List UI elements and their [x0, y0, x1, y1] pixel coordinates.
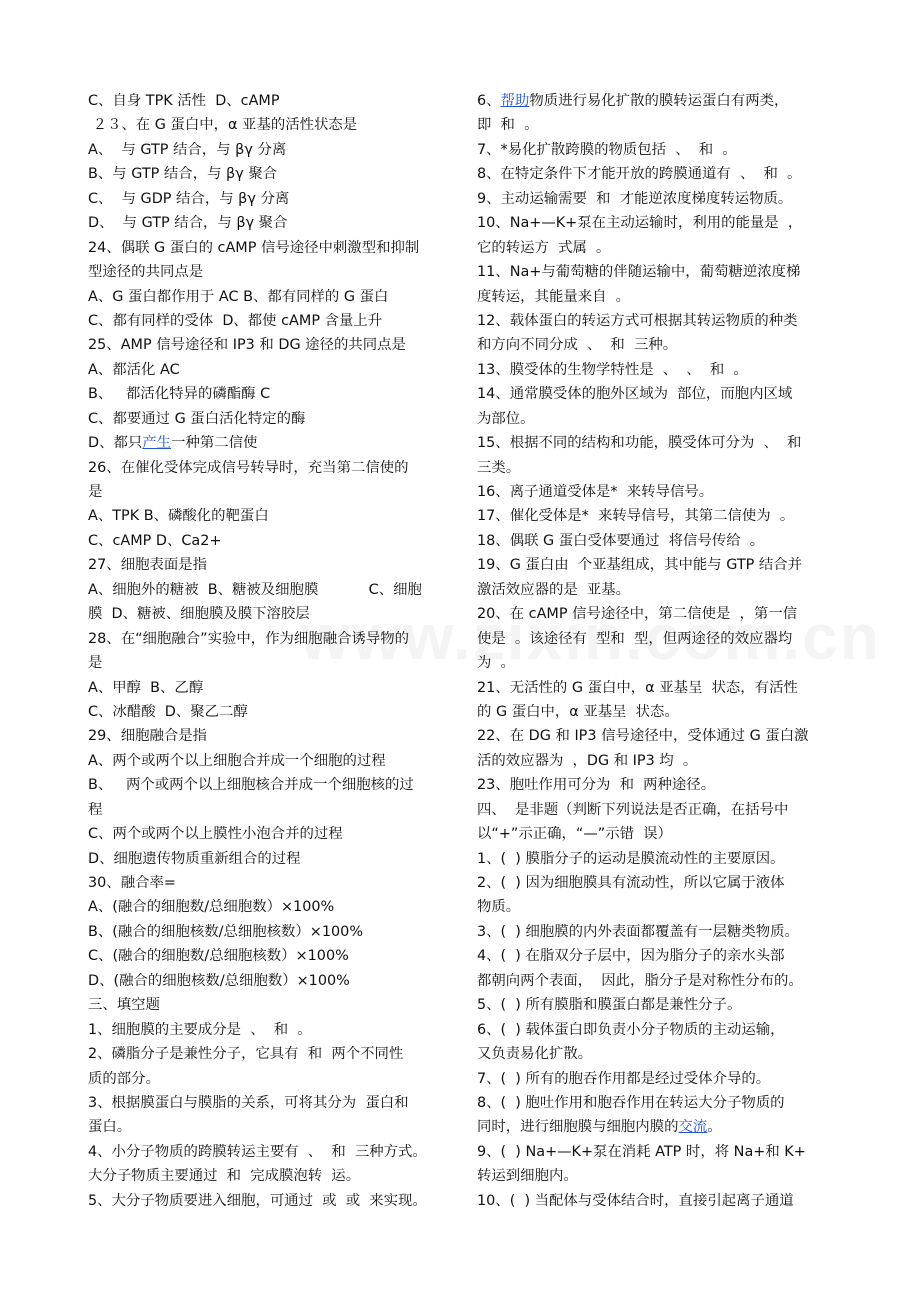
right-text-line: [477, 138, 835, 162]
right-text-line: [477, 113, 835, 137]
line-text: 同时，进行细胞膜与细胞内膜的: [477, 1119, 679, 1136]
left-text-line: [88, 504, 450, 528]
right-text-line: [477, 553, 835, 577]
right-text-line: [477, 676, 835, 700]
right-text-line: [477, 749, 835, 773]
line-text: 四、 是非题（判断下列说法是否正确，在括号中: [477, 801, 789, 818]
line-text: D、 与 GTP 结合，与 βγ 聚合: [88, 215, 288, 232]
line-text: C、 与 GDP 结合，与 βγ 分离: [88, 190, 290, 207]
right-text-line: [477, 602, 835, 626]
line-text: 16、离子通道受体是* 来转导信号。: [477, 484, 714, 500]
line-text: 2、( ) 因为细胞膜具有流动性，所以它属于液体: [477, 875, 785, 891]
inline-link[interactable]: 产生: [142, 435, 172, 452]
line-text: 1、( ) 膜脂分子的运动是膜流动性的主要原因。: [477, 850, 785, 867]
left-text-line: [88, 1067, 450, 1091]
line-text: 膜 D、糖被、细胞膜及膜下溶胶层: [88, 606, 310, 623]
line-text: 3、根据膜蛋白与膜脂的关系，可将其分为 蛋白和: [88, 1094, 409, 1111]
right-text-line: [477, 1115, 835, 1139]
left-text-line: [88, 309, 450, 333]
right-column: [477, 89, 835, 1213]
line-text: D、细胞遗传物质重新组合的过程: [88, 850, 301, 867]
left-text-line: [88, 871, 450, 895]
right-text-line: [477, 1018, 835, 1042]
left-text-line: [88, 187, 450, 211]
right-text-line: [477, 382, 835, 406]
left-text-line: [88, 1140, 450, 1164]
left-text-line: [88, 1115, 450, 1139]
left-text-line: [88, 602, 450, 626]
line-text: 2、磷脂分子是兼性分子，它具有 和 两个不同性: [88, 1046, 404, 1063]
left-text-line: [88, 822, 450, 846]
line-text: 7、*易化扩散跨膜的物质包括 、 和 。: [477, 141, 737, 158]
left-text-line: [88, 651, 450, 675]
line-text: 15、根据不同的结构和功能，膜受体可分为 、 和: [477, 435, 802, 452]
line-text: 12、载体蛋白的转运方式可根据其转运物质的种类: [477, 312, 798, 329]
line-text: 又负责易化扩散。: [477, 1046, 593, 1063]
right-text-line: [477, 1164, 835, 1188]
line-text: 26、在催化受体完成信号转导时，充当第二信使的: [88, 459, 409, 476]
line-text: A、甲醇 B、乙醇: [88, 679, 204, 696]
line-text: 和方向不同分成 、 和 三种。: [477, 337, 678, 354]
left-text-line: [88, 920, 450, 944]
left-text-line: [88, 700, 450, 724]
right-text-line: [477, 627, 835, 651]
line-text: 为 。: [477, 655, 515, 672]
line-text: A、两个或两个以上细胞合并成一个细胞的过程: [88, 752, 386, 769]
line-text: 使是 。该途径有 型和 型，但两途径的效应器均: [477, 630, 793, 647]
right-text-line: [477, 1067, 835, 1091]
right-text-line: [477, 798, 835, 822]
right-text-line: [477, 847, 835, 871]
line-text: 14、通常膜受体的胞外区域为 部位，而胞内区域: [477, 386, 793, 403]
left-text-line: [88, 969, 450, 993]
line-text: 即 和 。: [477, 117, 539, 134]
left-text-line: [88, 676, 450, 700]
left-text-line: [88, 285, 450, 309]
left-text-line: [88, 260, 450, 284]
line-text: C、(融合的细胞数/总细胞核数）×100%: [88, 948, 349, 965]
line-text: A、 与 GTP 结合，与 βγ 分离: [88, 141, 287, 158]
line-text-after-link: 。: [707, 1119, 722, 1136]
right-text-line: [477, 920, 835, 944]
line-text: 9、( ) Na+—K+泵在消耗 ATP 时，将 Na+和 K+: [477, 1143, 806, 1160]
line-text: 5、大分子物质要进入细胞，可通过 或 或 来实现。: [88, 1192, 427, 1209]
line-text: 三、填空题: [88, 997, 160, 1014]
line-text: 11、Na+与葡萄糖的伴随运输中，葡萄糖逆浓度梯: [477, 264, 801, 281]
left-text-line: [88, 1164, 450, 1188]
right-text-line: [477, 89, 835, 113]
line-text: 18、偶联 G 蛋白受体要通过 将信号传给 。: [477, 532, 765, 549]
line-text: 27、细胞表面是指: [88, 557, 208, 574]
line-text: 它的转运方 式属 。: [477, 239, 611, 256]
line-text: 10、( ) 当配体与受体结合时，直接引起离子通道: [477, 1192, 794, 1209]
line-text: C、cAMP D、Ca2+: [88, 532, 222, 549]
left-text-line: [88, 724, 450, 748]
right-text-line: [477, 1042, 835, 1066]
left-text-line: [88, 798, 450, 822]
right-text-line: [477, 1189, 835, 1213]
line-text: 21、无活性的 G 蛋白中，α 亚基呈 状态，有活性: [477, 679, 798, 696]
right-text-line: [477, 285, 835, 309]
inline-link[interactable]: 帮助: [500, 93, 530, 109]
left-text-line: [88, 529, 450, 553]
left-text-line: [88, 113, 450, 137]
right-text-line: [477, 578, 835, 602]
line-text: B、与 GTP 结合，与 βγ 聚合: [88, 166, 278, 183]
left-text-line: [88, 236, 450, 260]
line-text: 29、细胞融合是指: [88, 728, 208, 745]
right-text-line: [477, 651, 835, 675]
left-text-line: [88, 1091, 450, 1115]
right-text-line: [477, 504, 835, 528]
line-text: 6、( ) 载体蛋白即负责小分子物质的主动运输，: [477, 1021, 785, 1038]
line-text: 10、Na+—K+泵在主动运输时，利用的能量是 ，: [477, 215, 803, 232]
left-text-line: [88, 138, 450, 162]
left-text-line: [88, 211, 450, 235]
right-text-line: [477, 358, 835, 382]
left-text-line: [88, 627, 450, 651]
right-text-line: [477, 871, 835, 895]
line-text: 转运到细胞内。: [477, 1168, 578, 1185]
line-text: D、都只: [88, 435, 143, 452]
left-text-line: [88, 847, 450, 871]
line-text: 4、( ) 在脂双分子层中，因为脂分子的亲水头部: [477, 948, 785, 965]
left-text-line: [88, 456, 450, 480]
left-column: [88, 89, 450, 1213]
line-text: 物质。: [477, 899, 521, 916]
line-text: B、 都活化特异的磷酯酶 C: [88, 386, 271, 403]
right-text-line: [477, 724, 835, 748]
line-text: 28、在“细胞融合”实验中，作为细胞融合诱导物的: [88, 630, 410, 647]
line-text: B、(融合的细胞核数/总细胞核数）×100%: [88, 923, 364, 940]
left-text-line: [88, 895, 450, 919]
right-text-line: [477, 236, 835, 260]
right-text-line: [477, 211, 835, 235]
line-text: B、 两个或两个以上细胞核合并成一个细胞核的过: [88, 777, 414, 794]
line-text: A、(融合的细胞数/总细胞数）×100%: [88, 899, 335, 916]
line-text: A、都活化 AC: [88, 361, 180, 378]
line-text: 1、细胞膜的主要成分是 、 和 。: [88, 1021, 312, 1038]
left-text-line: [88, 480, 450, 504]
line-text: 程: [88, 801, 103, 818]
left-text-line: [88, 407, 450, 431]
line-text: 8、在特定条件下才能开放的跨膜通道有 、 和 。: [477, 166, 802, 183]
right-text-line: [477, 260, 835, 284]
line-text: C、都有同样的受体 D、都使 cAMP 含量上升: [88, 312, 383, 329]
line-text: C、自身 TPK 活性 D、cAMP: [88, 93, 280, 109]
right-text-line: [477, 333, 835, 357]
right-text-line: [477, 309, 835, 333]
line-text: 质的部分。: [88, 1070, 160, 1087]
line-text: 13、膜受体的生物学特性是 、 、 和 。: [477, 361, 748, 378]
line-text: 7、( ) 所有的胞吞作用都是经过受体介导的。: [477, 1070, 771, 1087]
line-text: 大分子物质主要通过 和 完成膜泡转 运。: [88, 1168, 361, 1185]
line-text: 型途径的共同点是: [88, 264, 204, 281]
line-text: 3、( ) 细胞膜的内外表面都覆盖有一层糖类物质。: [477, 923, 799, 940]
right-text-line: [477, 162, 835, 186]
left-text-line: [88, 162, 450, 186]
right-text-line: [477, 944, 835, 968]
line-text: C、都要通过 G 蛋白活化特定的酶: [88, 410, 306, 427]
right-text-line: [477, 431, 835, 455]
line-text-after-link: 物质进行易化扩散的膜转运蛋白有两类，: [529, 93, 789, 109]
right-text-line: [477, 700, 835, 724]
right-text-line: [477, 1091, 835, 1115]
right-text-line: [477, 407, 835, 431]
line-text-after-link: 一种第二信使: [171, 435, 258, 452]
line-text: 是: [88, 655, 103, 672]
line-text: 是: [88, 484, 103, 500]
right-text-line: [477, 529, 835, 553]
right-text-line: [477, 480, 835, 504]
left-text-line: [88, 89, 450, 113]
line-text: 4、小分子物质的跨膜转运主要有 、 和 三种方式。: [88, 1143, 427, 1160]
line-text: A、TPK B、磷酸化的靶蛋白: [88, 508, 269, 525]
line-text: 度转运，其能量来自 。: [477, 288, 631, 305]
right-text-line: [477, 773, 835, 797]
left-text-line: [88, 358, 450, 382]
line-text: 活的效应器为 ，DG 和 IP3 均 。: [477, 752, 698, 769]
line-text: 20、在 cAMP 信号途径中，第二信使是 ，第一信: [477, 606, 798, 623]
line-text: ２３、在 G 蛋白中，α 亚基的活性状态是: [88, 117, 358, 134]
left-text-line: [88, 553, 450, 577]
line-text: 5、( ) 所有膜脂和膜蛋白都是兼性分子。: [477, 997, 742, 1014]
left-text-line: [88, 578, 450, 602]
right-text-line: [477, 187, 835, 211]
line-text: 9、主动运输需要 和 才能逆浓度梯度转运物质。: [477, 190, 793, 207]
right-text-line: [477, 993, 835, 1017]
line-text: 以“+”示正确，“—”示错 误）: [477, 826, 672, 843]
line-text: 蛋白。: [88, 1119, 132, 1136]
right-text-line: [477, 822, 835, 846]
line-text: 6、: [477, 93, 501, 109]
left-text-line: [88, 944, 450, 968]
left-text-line: [88, 773, 450, 797]
left-text-line: [88, 1189, 450, 1213]
line-text: 为部位。: [477, 410, 535, 427]
line-text: 30、融合率=: [88, 875, 176, 891]
left-text-line: [88, 333, 450, 357]
line-text: A、G 蛋白都作用于 AC B、都有同样的 G 蛋白: [88, 288, 389, 305]
left-text-line: [88, 1042, 450, 1066]
line-text: 17、催化受体是* 来转导信号，其第二信使为 。: [477, 508, 795, 525]
line-text: 的 G 蛋白中，α 亚基呈 状态。: [477, 703, 679, 720]
left-text-line: [88, 382, 450, 406]
line-text: 都朝向两个表面， 因此，脂分子是对称性分布的。: [477, 972, 803, 989]
line-text: C、两个或两个以上膜性小泡合并的过程: [88, 826, 343, 843]
right-text-line: [477, 1140, 835, 1164]
line-text: 25、AMP 信号途径和 IP3 和 DG 途径的共同点是: [88, 337, 406, 354]
left-text-line: [88, 1018, 450, 1042]
left-text-line: [88, 431, 450, 455]
line-text: D、(融合的细胞核数/总细胞数）×100%: [88, 972, 350, 989]
left-text-line: [88, 993, 450, 1017]
line-text: 8、( ) 胞吐作用和胞吞作用在转运大分子物质的: [477, 1094, 785, 1111]
right-text-line: [477, 895, 835, 919]
line-text: 22、在 DG 和 IP3 信号途径中，受体通过 G 蛋白激: [477, 728, 809, 745]
line-text: A、细胞外的糖被 B、糖被及细胞膜 C、细胞: [88, 581, 422, 598]
line-text: 三类。: [477, 459, 521, 476]
line-text: 激活效应器的是 亚基。: [477, 581, 631, 598]
line-text: C、冰醋酸 D、聚乙二醇: [88, 703, 248, 720]
right-text-line: [477, 456, 835, 480]
inline-link[interactable]: 交流: [678, 1119, 708, 1136]
line-text: 19、G 蛋白由 个亚基组成，其中能与 GTP 结合并: [477, 557, 803, 574]
line-text: 23、胞吐作用可分为 和 两种途径。: [477, 777, 716, 794]
right-text-line: [477, 969, 835, 993]
left-text-line: [88, 749, 450, 773]
line-text: 24、偶联 G 蛋白的 cAMP 信号途径中刺激型和抑制: [88, 239, 420, 256]
